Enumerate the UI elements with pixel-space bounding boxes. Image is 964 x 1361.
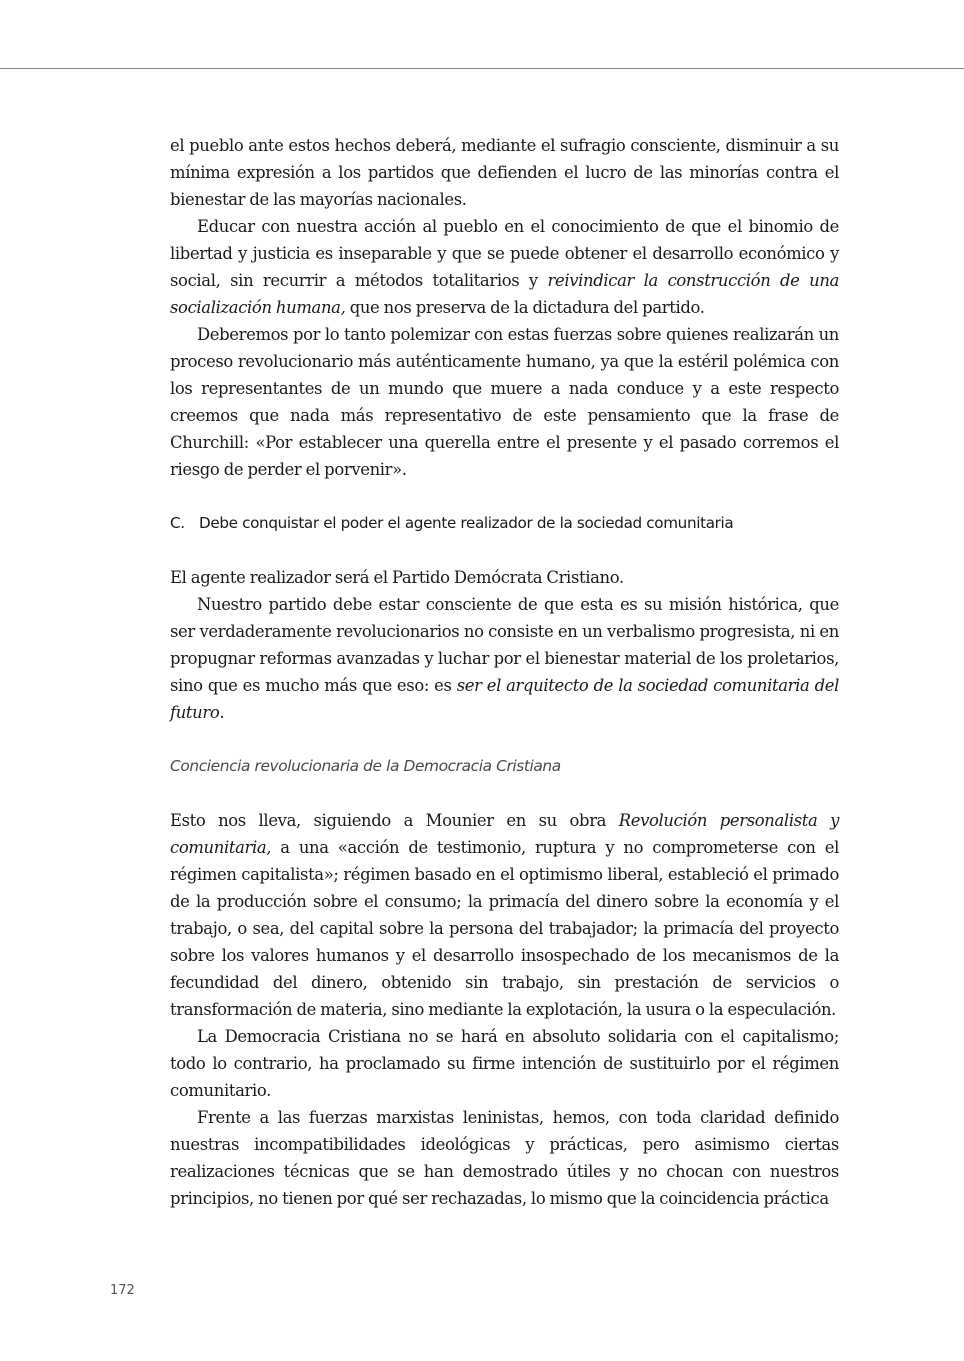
text-run: a una «acción de testimonio, ruptura y no comprometerse con el régimen capitalista»; régimen basado en el optimismo liberal, estableció el primado de la producción sobre el consumo; la primacía del dinero sobre la economía y el trabajo, o sea, del capital sobre la persona del trabajador; la primacía del proyecto sobre los valores humanos y el desarrollo insospechado de los mecanismos de la fecundidad del dinero, obtenido sin trabajo, sin prestación de servicios o transformación de materia, sino mediante la explotación, la usura o la especulación. xyxy=(170,838,839,1019)
body-text-block xyxy=(170,807,839,1212)
emphasis-text: Revolución personalista y comunitaria, xyxy=(170,811,839,857)
text-run: Educar con nuestra acción al pueblo en el conocimiento de que el binomio de libertad y justicia es inseparable y que se puede obtener el desarrollo económico y social, sin recurrir a métodos totalitarios y xyxy=(170,217,839,290)
paragraph xyxy=(170,213,839,321)
emphasis-text: ser el arquitecto de la sociedad comunitaria del futuro xyxy=(170,676,839,722)
section-title: Debe conquistar el poder el agente realizador de la sociedad comunitaria xyxy=(199,514,734,532)
section-number: C. xyxy=(170,514,185,532)
paragraph xyxy=(170,807,839,1023)
page-number: 172 xyxy=(110,1283,135,1298)
header-rule xyxy=(0,68,964,69)
text-run: . xyxy=(219,703,225,722)
emphasis-text: reivindicar la construcción de una socialización humana, xyxy=(170,271,839,317)
section-heading xyxy=(170,510,870,537)
paragraph: El agente realizador será el Partido Demócrata Cristiano. xyxy=(170,568,624,587)
text-run: Esto nos lleva, siguiendo a Mounier en su obra xyxy=(170,811,619,830)
subsection-heading: Conciencia revolucionaria de la Democracia Cristiana xyxy=(170,757,561,775)
paragraph: el pueblo ante estos hechos deberá, mediante el sufragio consciente, disminuir a su mínima expresión a los partidos que defienden el lucro de las minorías contra el bienestar de las mayorías nacionales. xyxy=(170,136,839,209)
body-text-block xyxy=(170,564,839,726)
text-run: que nos preserva de la dictadura del partido. xyxy=(345,298,705,317)
paragraph: Frente a las fuerzas marxistas leninistas, hemos, con toda claridad definido nuestras incompatibilidades ideológicas y prácticas, pero asimismo ciertas realizaciones técnicas que se han demostrado útiles y no chocan con nuestros principios, no tienen por qué ser rechazadas, lo mismo que la coincidencia práctica xyxy=(170,1108,839,1208)
text-run: Nuestro partido debe estar consciente de que esta es su misión histórica, que ser verdaderamente revolucionarios no consiste en un verbalismo progresista, ni en propugnar reformas avanzadas y luchar por el bienestar material de los proletarios, sino que es mucho más que eso: es xyxy=(170,595,839,695)
paragraph xyxy=(170,591,839,726)
paragraph: La Democracia Cristiana no se hará en absoluto solidaria con el capitalismo; todo lo contrario, ha proclamado su firme intención de sustituirlo por el régimen comunitario. xyxy=(170,1027,839,1100)
body-text-block xyxy=(170,132,839,483)
paragraph: Deberemos por lo tanto polemizar con estas fuerzas sobre quienes realizarán un proceso revolucionario más auténticamente humano, ya que la estéril polémica con los representantes de un mundo que muere a nada conduce y a este respecto creemos que nada más representativo de este pensamiento que la frase de Churchill: «Por establecer una querella entre el presente y el pasado corremos el riesgo de perder el porvenir». xyxy=(170,325,839,479)
